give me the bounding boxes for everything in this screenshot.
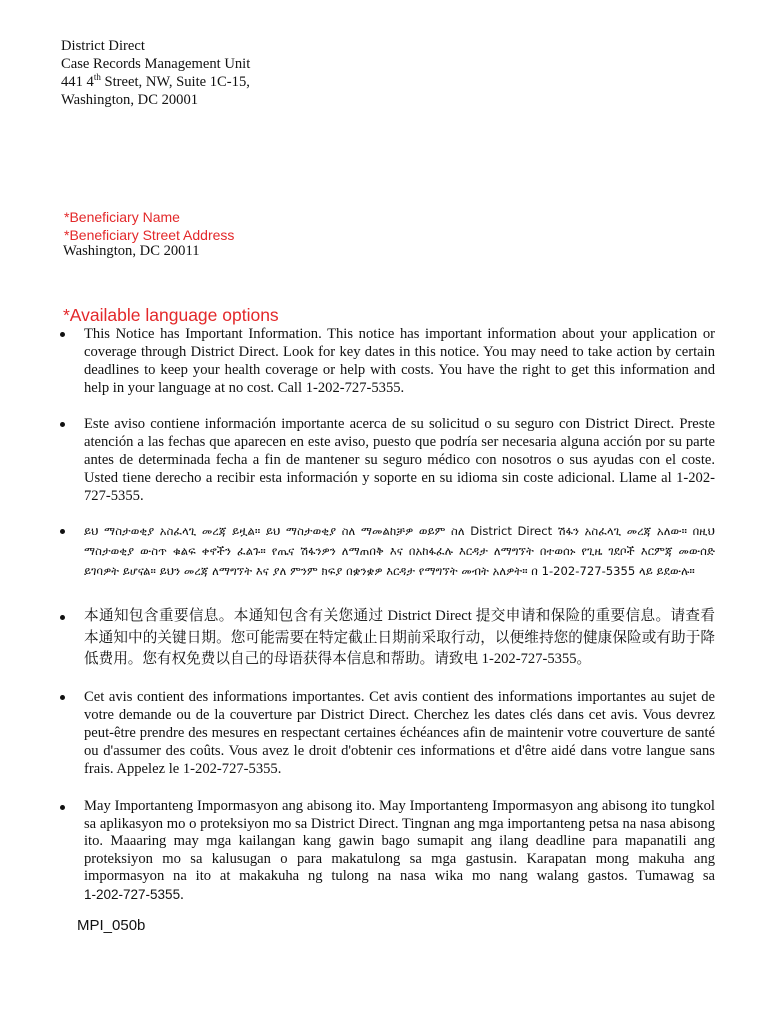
notice-end: . <box>180 886 184 903</box>
bullet-icon <box>60 615 65 620</box>
sender-street <box>61 73 250 91</box>
bullet-icon <box>60 695 65 700</box>
sender-street-ordinal: th <box>93 72 101 83</box>
bullet-icon <box>60 529 65 534</box>
beneficiary-name-placeholder: *Beneficiary Name <box>64 209 180 225</box>
beneficiary-street-placeholder: *Beneficiary Street Address <box>64 227 235 243</box>
notice-chinese <box>84 606 715 671</box>
sender-city: Washington, DC 20001 <box>61 92 199 108</box>
notice-text: ይህ ማስታወቂያ አስፈላጊ መረጃ ይዟል። ይህ ማስታወቂያ ስለ ማመልከቻዎ ወይም ስለ District Direct ሽፋን አስፈላጊ መረጃ አለው። በዚህ ማስታወቂያ ውስጥ ቁልፍ ቀኖችን ፈልጉ። የጤና ሽፋንዎን ለማጠበቅ እና በአከፋፈሉ እርዳታ ለማግኘት በተወሰኑ የጊዜ ገደቦች እርምጃ መውሰድ ይገባዎት ይሆናል። ይህን መረጃ ለማግኘት እና ያለ ምንም ክፍያ በቋንቋዎ እርዳታ የማግኘት መብት አለዎት። በ 1-202-727-5355 ላይ ይደውሉ። <box>84 524 715 578</box>
notice-text: Este aviso contiene información importante acerca de su solicitud o su seguro con District Direct. Preste atención a las fechas que aparecen en este aviso, puesto que podría ser necesaria alguna acción por su parte antes de determinada fecha a fin de mantener su seguro médico con nosotros o sus ayudas con el coste. Usted tiene derecho a recibir esta información y soporte en su idioma sin coste adicional. Llame al 1-202-727-5355. <box>84 416 715 504</box>
notice-english <box>84 325 715 397</box>
notice-text: May Importanteng Impormasyon ang abisong ito. May Importanteng Impormasyon ang abisong ito tungkol sa aplikasyon mo o proteksiyon mo sa District Direct. Tingnan ang mga importanteng petsa na nasa abisong ito. Maaaring may mga kailangan kang gawin bago sumapit ang ilang deadline para mapanatili ang proteksiyon mo sa kalusugan o para makatulong sa mga gastusin. Karapatan mong makuha ang impormasyon na ito at makakuha ng tulong na nasa wika mo nang walang gastos. Tumawag sa <box>84 798 715 885</box>
notice-text: Cet avis contient des informations importantes. Cet avis contient des informations importantes au sujet de votre demande ou de la couverture par District Direct. Cherchez les dates clés dans cet avis. Vous devrez peut-être prendre des mesures en respectant certaines échéances afin de maintenir votre couverture de santé ou d'assumer des coûts. Vous avez le droit d'obtenir ces informations et d'être aidé dans votre langue sans frais. Appelez le 1-202-727-5355. <box>84 689 715 777</box>
notice-tagalog <box>84 798 715 905</box>
recipient-city: Washington, DC 20011 <box>63 243 200 259</box>
notice-spanish <box>84 415 715 505</box>
sender-street-rest: Street, NW, Suite 1C-15, <box>100 74 250 90</box>
sender-unit: Case Records Management Unit <box>61 56 251 72</box>
language-options-heading: *Available language options <box>63 305 279 325</box>
notice-text: This Notice has Important Information. This notice has important information about your application or coverage through District Direct. Look for key dates in this notice. You may need to take action by certain deadlines to keep your health coverage or help with costs. You have the right to get this information and help in your language at no cost. Call 1-202-727-5355. <box>84 326 715 396</box>
notice-french <box>84 688 715 778</box>
bullet-icon <box>60 332 65 337</box>
recipient-address <box>64 208 234 259</box>
notice-amharic <box>84 521 715 581</box>
bullet-icon <box>60 805 65 810</box>
bullet-icon <box>60 422 65 427</box>
form-code: MPI_050b <box>77 917 146 934</box>
sender-address <box>61 37 250 109</box>
sender-street-number: 441 4 <box>61 74 94 90</box>
sender-name: District Direct <box>61 38 145 54</box>
notice-phone: 1-202-727-5355 <box>84 886 181 902</box>
notice-text: 本通知包含重要信息。本通知包含有关您通过 District Direct 提交申请和保险的重要信息。请查看本通知中的关键日期。您可能需要在特定截止日期前采取行动，以便维持您的健康保险或有助于降低费用。您有权免费以自己的母语获得本信息和帮助。请致电 1-202-727-5355。 <box>84 608 715 667</box>
